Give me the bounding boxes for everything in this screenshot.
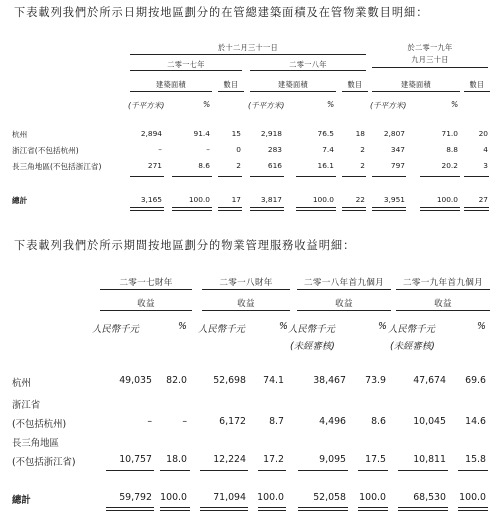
t2-total-double-rule (200, 507, 248, 511)
t1-unit-pct-2018: % (327, 100, 335, 109)
t2-unit-rmb: 人民幣千元 (288, 324, 335, 335)
table2-intro: 下表載列我們於所示期間按地區劃分的物業管理服務收益明細： (14, 239, 356, 252)
t1-cell: 0 (236, 145, 241, 154)
t1-col-gfa-2019: 建築面積 (401, 80, 431, 89)
t1-cell: 271 (147, 161, 162, 170)
t2-subtotal-rule (298, 470, 348, 471)
t1-col-count-2018: 數目 (347, 80, 363, 89)
t1-cell: 2,918 (260, 129, 282, 138)
t1-cell: 797 (390, 161, 405, 170)
t1-subtotal-rule (218, 176, 242, 177)
t2-total-double-rule (160, 507, 190, 511)
t1-cell: 71.0 (441, 129, 458, 138)
t2-total-cell: 68,530 (413, 492, 446, 503)
t2-subtotal-rule (200, 470, 248, 471)
t1-rule-2019 (372, 67, 488, 68)
t2-cell: 12,224 (213, 454, 246, 465)
t1-total-double-rule (342, 207, 366, 211)
t1-header-sep30-line1: 於二零一九年 (407, 43, 453, 52)
t1-cell: 7.4 (322, 145, 334, 154)
t2-row-label-note: (不包括浙江省) (12, 457, 76, 468)
t1-subtotal-rule (172, 176, 212, 177)
t2-cell: 10,757 (119, 454, 152, 465)
t2-cell: 9,095 (319, 454, 346, 465)
t2-subtotal-rule (398, 470, 448, 471)
t2-unaudited: (未經審核) (290, 341, 335, 352)
t1-subtotal-rule (420, 176, 460, 177)
t2-subtotal-rule (258, 470, 286, 471)
t1-total-cell: 27 (478, 195, 488, 204)
t2-period-fy2017: 二零一七財年 (119, 278, 173, 288)
t2-unit-rmb: 人民幣千元 (388, 324, 435, 335)
t1-rule-count-2018 (342, 91, 368, 92)
table1-intro: 下表載列我們於所示日期按地區劃分的在管總建築面積及在管物業數目明細： (14, 6, 429, 19)
t2-cell: 17.5 (365, 454, 386, 465)
t2-cell: 49,035 (119, 375, 152, 386)
t2-cell: 8.7 (269, 416, 284, 427)
t1-subtotal-rule (342, 176, 366, 177)
t2-total-double-rule (458, 507, 488, 511)
t2-cell: 38,467 (313, 375, 346, 386)
t1-total-cell: 100.0 (436, 195, 458, 204)
t1-rule-2018 (250, 70, 366, 71)
t1-total-double-rule (464, 207, 489, 211)
t2-cell: 47,674 (413, 375, 446, 386)
t1-rule-count-2019 (464, 91, 490, 92)
t1-rule-gfa-2019 (372, 91, 460, 92)
t1-total-double-rule (218, 207, 242, 211)
t2-cell: 69.6 (465, 375, 486, 386)
t2-cell: 6,172 (219, 416, 246, 427)
t2-total-cell: 100.0 (459, 492, 486, 503)
t1-cell: 2 (360, 145, 365, 154)
t1-rule-gfa-2017 (130, 91, 212, 92)
t1-rule-count-2017 (218, 91, 244, 92)
t2-total-double-rule (106, 507, 154, 511)
t2-total-cell: 59,792 (119, 492, 152, 503)
t2-col-revenue: 收益 (237, 299, 255, 309)
t2-period-fy2018: 二零一八財年 (219, 278, 273, 288)
t2-rule-period (396, 289, 490, 290)
t1-cell: 8.6 (198, 161, 210, 170)
t1-header-sep30-line2: 九月三十日 (411, 55, 449, 64)
t1-subtotal-rule (130, 176, 164, 177)
t1-cell: 15 (231, 129, 241, 138)
t1-cell: 76.5 (317, 129, 334, 138)
t2-cell: 10,045 (413, 416, 446, 427)
t2-row-label: 浙江省 (12, 400, 41, 411)
t2-subtotal-rule (160, 470, 190, 471)
t1-cell: 3 (483, 161, 488, 170)
t2-total-cell: 52,058 (313, 492, 346, 503)
t1-total-cell: 22 (355, 195, 365, 204)
t2-unit-rmb: 人民幣千元 (198, 324, 245, 335)
t2-rule-revenue (396, 310, 490, 311)
t2-cell: 15.8 (465, 454, 486, 465)
t1-unit-pct-2019: % (451, 100, 459, 109)
t1-rule-gfa-2018 (250, 91, 336, 92)
t2-cell: 10,811 (413, 454, 446, 465)
t1-row-label: 長三角地區(不包括浙江省) (12, 162, 102, 171)
t1-cell: – (206, 145, 210, 154)
t1-subtotal-rule (296, 176, 336, 177)
t2-total-double-rule (258, 507, 286, 511)
t2-total-double-rule (358, 507, 388, 511)
t2-cell: 74.1 (263, 375, 284, 386)
t2-row-label: 杭州 (12, 378, 31, 389)
t1-total-cell: 100.0 (188, 195, 210, 204)
t2-col-revenue: 收益 (434, 299, 452, 309)
t1-cell: 4 (483, 145, 488, 154)
t1-subtotal-rule (250, 176, 284, 177)
t1-cell: 2,894 (140, 129, 162, 138)
t2-subtotal-rule (358, 470, 388, 471)
t1-col-gfa-2018: 建築面積 (278, 80, 308, 89)
t1-total-label: 總計 (12, 196, 28, 205)
t1-cell: 91.4 (193, 129, 210, 138)
t1-row-label: 杭州 (12, 130, 28, 139)
t1-col-count-2017: 數目 (223, 80, 239, 89)
t1-total-double-rule (172, 207, 212, 211)
t1-cell: 20.2 (441, 161, 458, 170)
t1-period-2017: 二零一七年 (167, 60, 205, 69)
t1-cell: 16.1 (317, 161, 334, 170)
t1-cell: 2 (360, 161, 365, 170)
t1-cell: – (158, 145, 162, 154)
t2-row-label: 長三角地區 (12, 438, 59, 449)
t2-unit-rmb: 人民幣千元 (92, 324, 139, 335)
t1-total-cell: 3,165 (140, 195, 162, 204)
t2-col-revenue: 收益 (335, 299, 353, 309)
t2-period-9m2019: 二零一九年首九個月 (402, 278, 484, 288)
t2-total-cell: 100.0 (160, 492, 187, 503)
t1-unit-sqm-2018: (千平方米) (248, 101, 285, 110)
t1-cell: 2 (236, 161, 241, 170)
t1-rule-dec31 (130, 54, 366, 55)
t1-cell: 616 (267, 161, 282, 170)
t2-rule-revenue (202, 310, 290, 311)
t2-total-label: 總計 (12, 495, 31, 506)
t2-subtotal-rule (106, 470, 154, 471)
t2-cell: 4,496 (319, 416, 346, 427)
t2-total-cell: 71,094 (213, 492, 246, 503)
t1-unit-sqm-2017: (千平方米) (128, 101, 165, 110)
t1-cell: 8.8 (446, 145, 458, 154)
t1-unit-pct-2017: % (203, 100, 211, 109)
t1-cell: 347 (390, 145, 405, 154)
t2-rule-period (297, 289, 391, 290)
t2-cell: 18.0 (166, 454, 187, 465)
t1-total-cell: 17 (231, 195, 241, 204)
t2-rule-period (100, 289, 192, 290)
t1-subtotal-rule (372, 176, 406, 177)
t2-unit-pct: % (477, 321, 486, 332)
t2-period-9m2018: 二零一八年首九個月 (303, 278, 385, 288)
t1-total-double-rule (296, 207, 336, 211)
t2-row-label-note: (不包括杭州) (12, 419, 67, 430)
t2-rule-revenue (100, 310, 192, 311)
t2-cell: 14.6 (465, 416, 486, 427)
t1-cell: 283 (267, 145, 282, 154)
t2-total-double-rule (298, 507, 348, 511)
t1-cell: 18 (355, 129, 365, 138)
t2-unit-pct: % (178, 321, 187, 332)
t1-col-gfa-2017: 建築面積 (156, 80, 186, 89)
t1-total-double-rule (130, 207, 164, 211)
t1-cell: 20 (478, 129, 488, 138)
t2-cell: – (147, 416, 152, 427)
t1-total-double-rule (250, 207, 284, 211)
t2-rule-period (202, 289, 290, 290)
t1-total-double-rule (372, 207, 406, 211)
t1-rule-2017 (130, 70, 242, 71)
t2-subtotal-rule (458, 470, 488, 471)
t1-total-cell: 100.0 (312, 195, 334, 204)
t1-subtotal-rule (464, 176, 489, 177)
t2-cell: 17.2 (263, 454, 284, 465)
t2-unaudited: (未經審核) (390, 341, 435, 352)
t1-header-dec31: 於十二月三十一日 (218, 43, 278, 52)
t1-total-cell: 3,951 (383, 195, 405, 204)
t2-total-cell: 100.0 (257, 492, 284, 503)
t2-total-double-rule (398, 507, 448, 511)
t2-cell: 8.6 (371, 416, 386, 427)
t1-unit-sqm-2019: (千平方米) (370, 101, 407, 110)
t2-cell: – (182, 416, 187, 427)
t2-col-revenue: 收益 (137, 299, 155, 309)
t1-cell: 2,807 (383, 129, 405, 138)
t2-total-cell: 100.0 (359, 492, 386, 503)
t2-rule-revenue (297, 310, 391, 311)
t1-col-count-2019: 數目 (469, 80, 485, 89)
t1-row-label: 浙江省(不包括杭州) (12, 146, 79, 155)
t2-cell: 73.9 (365, 375, 386, 386)
t2-cell: 82.0 (166, 375, 187, 386)
t2-unit-pct: % (378, 321, 387, 332)
t2-cell: 52,698 (213, 375, 246, 386)
t2-unit-pct: % (279, 321, 288, 332)
t1-total-cell: 3,817 (260, 195, 282, 204)
t1-period-2018: 二零一八年 (289, 60, 327, 69)
t1-total-double-rule (420, 207, 460, 211)
